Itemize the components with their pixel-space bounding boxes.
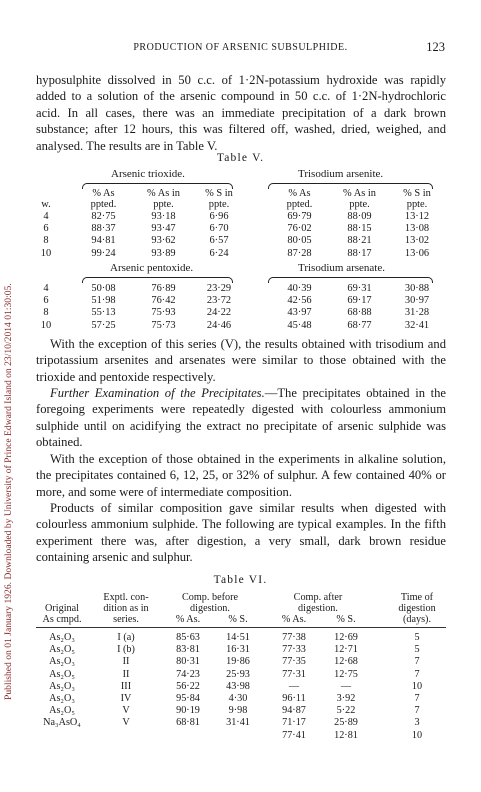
running-head bbox=[36, 42, 445, 56]
cell-as-before: 95·84 bbox=[176, 693, 200, 704]
download-watermark-text: Published on 01 January 1926. Downloaded by University of Prince Edward Island on 23/10/2014 01:30:05. bbox=[3, 283, 14, 700]
cell-as-after: 96·11 bbox=[282, 693, 306, 704]
cell-s-in-ppte: 6·96 bbox=[209, 211, 229, 222]
cell-s-after: — bbox=[340, 680, 352, 692]
cell-s-before: 25·93 bbox=[226, 668, 250, 680]
cell-as-in-ppte: 88·15 bbox=[347, 223, 372, 235]
cell-condition: II bbox=[122, 656, 130, 668]
header-line: ppted. bbox=[90, 199, 117, 210]
cell-s-in-ppte: 24·46 bbox=[206, 319, 232, 331]
cell-as-in-ppte: 93·89 bbox=[151, 247, 176, 259]
cell-as-ppted: 99·24 bbox=[91, 247, 116, 259]
cell-s-in-ppte: 6·57 bbox=[209, 235, 229, 247]
paragraph-further bbox=[36, 385, 446, 451]
cell-original-compound: As₂O₅ bbox=[49, 644, 75, 656]
cell-s-before: 9·98 bbox=[228, 705, 248, 717]
cell-as-ppted: 88·37 bbox=[91, 223, 116, 235]
cell-as-ppted: 76·02 bbox=[287, 223, 312, 235]
group-trisodium-arsenite: Trisodium arsenite. bbox=[298, 168, 384, 180]
running-head-title: PRODUCTION OF ARSENIC SUBSULPHIDE. bbox=[133, 42, 348, 53]
header-line: series. bbox=[113, 614, 139, 625]
header-line: digestion bbox=[398, 603, 436, 614]
cell-s-in-ppte: 32·41 bbox=[404, 319, 430, 331]
cell-condition: V bbox=[122, 705, 130, 717]
group-arsenic-trioxide: Arsenic trioxide. bbox=[111, 168, 185, 180]
paragraph-similar-text: Products of similar composition gave similar results when digested with colourless ammonium sulphide. The following are typical examples. In the fifth experiment there was, after digestion, a very small, dark brown residue containing arsenic and sulphur. bbox=[36, 501, 446, 565]
header-line: ppte. bbox=[153, 199, 174, 210]
cell-as-in-ppte: 88·21 bbox=[347, 235, 372, 247]
cell-original-compound: As₂O₃ bbox=[49, 656, 75, 668]
cell-as-before: 68·81 bbox=[176, 717, 200, 729]
cell-as-ppted: 87·28 bbox=[287, 247, 312, 259]
cell-original-compound: As₂O₅ bbox=[49, 705, 75, 717]
table-v bbox=[36, 168, 446, 331]
cell-s-before: 31·41 bbox=[226, 717, 250, 729]
cell-s-in-ppte: 13·08 bbox=[404, 223, 430, 235]
paragraph-intro-text: hyposulphite dissolved in 50 c.c. of 1·2N-potassium hydroxide was rapidly added to a solution of the arsenic compound in 50 c.c. of 1·2N-hydrochloric acid. In all cases, there was an immediate precipitation of a dark brown substance; after 12 hours, this was filtered off, washed, dried, weighed, and analysed. The results are in Table V. bbox=[36, 73, 446, 153]
header-line: % As bbox=[288, 188, 311, 199]
cell-time-days: 10 bbox=[411, 729, 423, 741]
cell-original-compound: As₂O₃ bbox=[49, 693, 75, 704]
group-trisodium-arsenate: Trisodium arsenate. bbox=[298, 262, 385, 274]
cell-as-in-ppte: 76·89 bbox=[151, 283, 176, 294]
cell-as-before: 80·31 bbox=[176, 656, 200, 668]
cell-s-in-ppte: 24·22 bbox=[206, 307, 232, 319]
header-line: Original bbox=[45, 603, 79, 614]
cell-as-ppted: 51·98 bbox=[91, 295, 116, 307]
header-line: % S in bbox=[205, 188, 233, 199]
cell-as-after: 77·38 bbox=[282, 632, 306, 643]
cell-s-after: 12·81 bbox=[334, 729, 358, 741]
paragraph-similar bbox=[36, 500, 446, 566]
cell-s-after: 12·68 bbox=[334, 656, 358, 668]
cell-as-before: 90·19 bbox=[176, 705, 200, 717]
cell-w: 8 bbox=[43, 235, 49, 247]
cell-s-after: 3·92 bbox=[336, 693, 356, 704]
header-exptl bbox=[91, 592, 161, 625]
header-as-in-ppte-2 bbox=[332, 188, 387, 210]
cell-as-ppted: 57·25 bbox=[91, 319, 116, 331]
cell-s-in-ppte: 6·24 bbox=[209, 247, 229, 259]
paragraph-further-body: —The precipitates obtained in the foregoing experiments were repeatedly digested with colourless ammonium sulphide until on acidifying the extract no precipitate of arsenic sulphide was obtained. bbox=[36, 386, 446, 450]
cell-s-after: 12·71 bbox=[334, 644, 358, 656]
table-vi bbox=[36, 590, 446, 780]
header-before bbox=[160, 592, 260, 614]
cell-original-compound: As₂O₅ bbox=[49, 668, 75, 680]
header-line: ppted. bbox=[286, 199, 313, 210]
cell-as-ppted: 82·75 bbox=[91, 211, 116, 222]
header-time bbox=[386, 592, 448, 625]
cell-s-before: 43·98 bbox=[226, 680, 250, 692]
cell-s-before: 16·31 bbox=[226, 644, 250, 656]
cell-as-before: 74·23 bbox=[176, 668, 200, 680]
paragraph-sulphur-text: With the exception of those obtained in the experiments in alkaline solution, the precipitates contained 6, 12, 25, or 32% of sulphur. A few contained 40% or more, and some were of intermediate composition. bbox=[36, 452, 446, 499]
cell-time-days: 3 bbox=[414, 717, 420, 729]
cell-time-days: 7 bbox=[414, 693, 420, 704]
cell-condition: IV bbox=[120, 693, 132, 704]
header-s-in-ppte bbox=[194, 188, 244, 210]
cell-time-days: 5 bbox=[414, 644, 420, 656]
cell-as-ppted: 40·39 bbox=[287, 283, 312, 294]
cell-w: 10 bbox=[40, 247, 52, 259]
cell-s-after: 12·69 bbox=[334, 632, 358, 643]
cell-as-ppted: 45·48 bbox=[287, 319, 312, 331]
cell-s-in-ppte: 30·97 bbox=[404, 295, 430, 307]
cell-as-in-ppte: 88·17 bbox=[347, 247, 372, 259]
header-line: % As in bbox=[147, 188, 180, 199]
cell-w: 4 bbox=[43, 211, 49, 222]
header-rule bbox=[36, 627, 446, 628]
group-arsenic-pentoxide: Arsenic pentoxide. bbox=[110, 262, 194, 274]
cell-as-ppted: 80·05 bbox=[287, 235, 312, 247]
cell-s-before: 19·86 bbox=[226, 656, 250, 668]
cell-as-after: 77·31 bbox=[282, 668, 306, 680]
cell-condition: II bbox=[122, 668, 130, 680]
cell-time-days: 7 bbox=[414, 668, 420, 680]
cell-s-after: 25·89 bbox=[334, 717, 358, 729]
header-line: Comp. after bbox=[293, 592, 343, 603]
paragraph-further-text bbox=[36, 385, 446, 451]
header-line: ppte. bbox=[208, 199, 230, 210]
cell-as-in-ppte: 69·31 bbox=[347, 283, 372, 294]
cell-s-in-ppte: 13·06 bbox=[404, 247, 430, 259]
cell-s-in-ppte: 6·70 bbox=[209, 223, 229, 235]
header-line: digestion. bbox=[190, 603, 230, 614]
header-line: digestion. bbox=[298, 603, 338, 614]
cell-s-in-ppte: 23·29 bbox=[206, 283, 232, 294]
header-line: % As in bbox=[343, 188, 376, 199]
cell-as-after: — bbox=[288, 680, 300, 692]
cell-as-after: 77·35 bbox=[282, 656, 306, 668]
cell-s-in-ppte: 31·28 bbox=[404, 307, 430, 319]
table-v-title: Table V. bbox=[216, 152, 265, 164]
cell-as-in-ppte: 88·09 bbox=[347, 211, 372, 222]
cell-as-before: 56·22 bbox=[176, 680, 200, 692]
paragraph-sulphur bbox=[36, 451, 446, 500]
header-as-in-ppte bbox=[136, 188, 191, 210]
cell-as-in-ppte: 68·88 bbox=[347, 307, 372, 319]
header-line: % As bbox=[92, 188, 115, 199]
cell-as-after: 94·87 bbox=[282, 705, 306, 717]
cell-original-compound: As₂O₃ bbox=[49, 680, 75, 692]
cell-s-in-ppte: 13·12 bbox=[404, 211, 430, 222]
cell-w: 6 bbox=[43, 223, 49, 235]
cell-as-after: 77·33 bbox=[282, 644, 306, 656]
header-pct-as-after: % As. bbox=[281, 614, 307, 625]
header-line: (days). bbox=[402, 614, 431, 625]
cell-as-in-ppte: 76·42 bbox=[151, 295, 176, 307]
section-heading: Further Examination of the Precipitates. bbox=[50, 386, 265, 400]
cell-as-before: 83·81 bbox=[176, 644, 200, 656]
cell-as-after: 77·41 bbox=[282, 729, 306, 741]
header-pct-s-before: % S. bbox=[228, 614, 248, 625]
cell-condition: V bbox=[122, 717, 130, 729]
cell-as-in-ppte: 69·17 bbox=[347, 295, 372, 307]
cell-time-days: 5 bbox=[414, 632, 420, 643]
header-w: w. bbox=[41, 199, 51, 210]
header-line: ppte. bbox=[406, 199, 428, 210]
header-as-ppted-2 bbox=[272, 188, 327, 210]
header-original bbox=[32, 603, 92, 625]
header-line: % S in bbox=[403, 188, 431, 199]
cell-w: 4 bbox=[43, 283, 49, 294]
header-line: As cmpd. bbox=[42, 614, 82, 625]
cell-as-in-ppte: 93·62 bbox=[151, 235, 176, 247]
cell-as-ppted: 42·56 bbox=[287, 295, 312, 307]
cell-original-compound: Na₃AsO₄ bbox=[43, 717, 81, 729]
header-line: ppte. bbox=[349, 199, 370, 210]
cell-s-in-ppte: 30·88 bbox=[404, 283, 430, 294]
cell-as-ppted: 94·81 bbox=[91, 235, 116, 247]
cell-time-days: 7 bbox=[414, 656, 420, 668]
cell-original-compound: As₂O₃ bbox=[49, 632, 75, 643]
cell-condition: I (b) bbox=[117, 644, 135, 656]
header-after bbox=[268, 592, 368, 614]
paragraph-exception bbox=[36, 336, 446, 385]
paragraph-exception-text: With the exception of this series (V), the results obtained with trisodium and tripotassium arsenites and arsenates were similar to those obtained with the trioxide and pentoxide respectively. bbox=[36, 337, 446, 384]
header-line: Time of bbox=[400, 592, 434, 603]
cell-s-after: 12·75 bbox=[334, 668, 358, 680]
cell-as-before: 85·63 bbox=[176, 632, 200, 643]
header-s-in-ppte-2 bbox=[392, 188, 442, 210]
cell-w: 8 bbox=[43, 307, 49, 319]
download-watermark bbox=[3, 40, 17, 740]
cell-w: 10 bbox=[40, 319, 52, 331]
page-number: 123 bbox=[426, 40, 445, 54]
cell-s-before: 14·51 bbox=[226, 632, 250, 643]
header-pct-s-after: % S. bbox=[336, 614, 356, 625]
cell-as-in-ppte: 75·73 bbox=[151, 319, 176, 331]
cell-s-in-ppte: 23·72 bbox=[206, 295, 232, 307]
cell-as-in-ppte: 68·77 bbox=[347, 319, 372, 331]
cell-as-in-ppte: 93·18 bbox=[151, 211, 176, 222]
table-vi-title: Table VI. bbox=[213, 574, 268, 586]
header-as-ppted bbox=[76, 188, 131, 210]
header-line: Comp. before bbox=[181, 592, 239, 603]
cell-s-after: 5·22 bbox=[336, 705, 356, 717]
paragraph-intro bbox=[36, 72, 446, 154]
cell-condition: III bbox=[120, 680, 132, 692]
header-line: dition as in bbox=[103, 603, 149, 614]
cell-as-ppted: 69·79 bbox=[287, 211, 312, 222]
header-pct-as-before: % As. bbox=[175, 614, 201, 625]
cell-as-ppted: 50·08 bbox=[91, 283, 116, 294]
cell-w: 6 bbox=[43, 295, 49, 307]
cell-as-after: 71·17 bbox=[282, 717, 306, 729]
cell-as-in-ppte: 93·47 bbox=[151, 223, 176, 235]
cell-s-in-ppte: 13·02 bbox=[404, 235, 430, 247]
cell-s-before: 4·30 bbox=[228, 693, 248, 704]
cell-as-in-ppte: 75·93 bbox=[151, 307, 176, 319]
header-line: Exptl. con- bbox=[103, 592, 149, 603]
cell-condition: I (a) bbox=[117, 632, 135, 643]
cell-time-days: 10 bbox=[411, 680, 423, 692]
cell-as-ppted: 43·97 bbox=[287, 307, 312, 319]
cell-as-ppted: 55·13 bbox=[91, 307, 116, 319]
cell-time-days: 7 bbox=[414, 705, 420, 717]
